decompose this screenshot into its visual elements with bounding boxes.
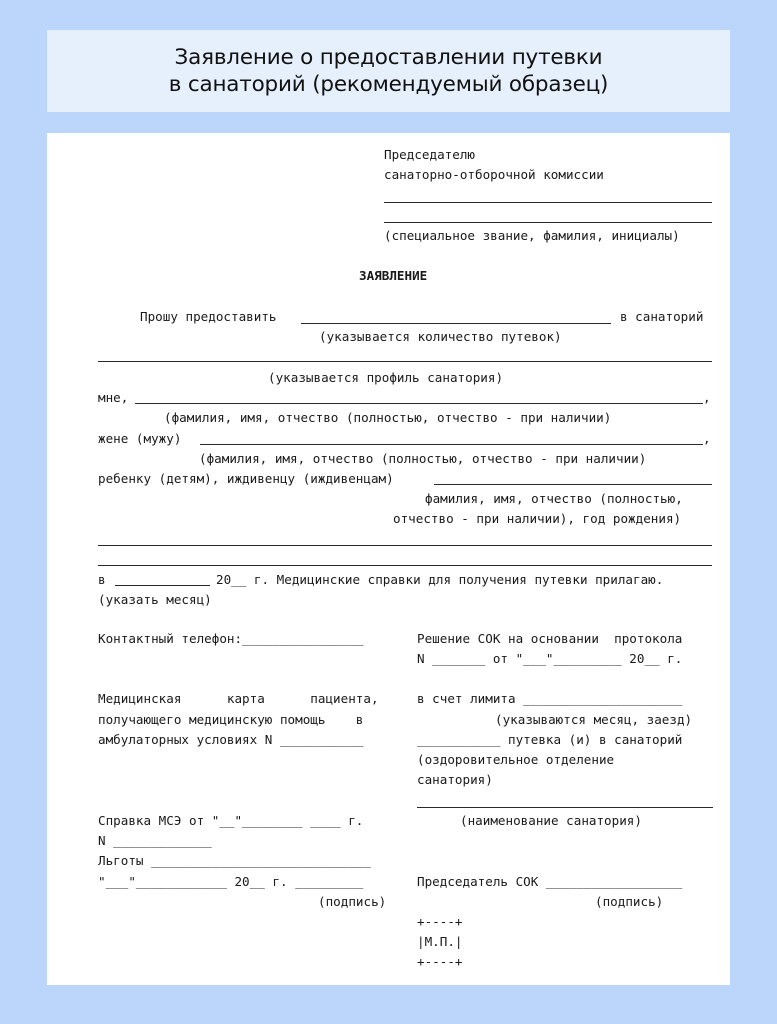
addressee-blank-2 <box>384 222 712 223</box>
chairman-line: Председатель СОК __________________ <box>417 874 683 889</box>
spouse-name-blank <box>200 444 703 445</box>
medical-card-line-1: Медицинская карта пациента, <box>98 691 379 706</box>
hint-spouse-name: (фамилия, имя, отчество (полностью, отчество - при наличии) <box>199 451 647 466</box>
mse-certificate-line-2: N _____________ <box>98 833 212 848</box>
department-line-2: санатория) <box>417 772 493 787</box>
date-signature-line: "___"____________ 20__ г. _________ <box>98 874 364 889</box>
hint-my-name: (фамилия, имя, отчество (полностью, отчество - при наличии) <box>164 410 612 425</box>
signature-caption-left: (подпись) <box>318 894 387 909</box>
hint-voucher-count: (указывается количество путевок) <box>319 329 562 344</box>
sanatorium-profile-blank <box>98 361 712 362</box>
page-title-line-1: Заявление о предоставлении путевки <box>174 45 603 70</box>
addressee-caption: (специальное звание, фамилия, инициалы) <box>384 228 680 243</box>
month-year-line: 20__ г. Медицинские справки для получения путевки прилагаю. <box>216 572 664 587</box>
addressee-line-1: Председателю <box>384 147 475 162</box>
to-me-label: мне, <box>98 390 129 405</box>
hint-child-name-1: фамилия, имя, отчество (полностью, <box>425 491 683 506</box>
to-child-label: ребенку (детям), иждивенцу (иждивенцам) <box>98 471 394 486</box>
extra-blank-2 <box>98 565 712 566</box>
mse-certificate-line-1: Справка МСЭ от "__"________ ____ г. <box>98 813 364 828</box>
form-heading: ЗАЯВЛЕНИЕ <box>359 268 428 283</box>
hint-child-name-2: отчество - при наличии), год рождения) <box>393 511 682 526</box>
application-form <box>47 133 730 985</box>
month-prefix: в <box>98 572 106 587</box>
benefits-line: Льготы _____________________________ <box>98 853 371 868</box>
signature-caption-right: (подпись) <box>595 894 664 909</box>
addressee-blank-1 <box>384 202 712 203</box>
request-lead: Прошу предоставить <box>140 309 277 324</box>
to-me-comma: , <box>703 390 711 405</box>
stamp-bottom: +----+ <box>417 954 463 969</box>
month-blank <box>115 585 210 586</box>
page-title-line-2: в санаторий (рекомендуемый образец) <box>168 72 609 97</box>
request-tail: в санаторий <box>620 309 704 324</box>
child-name-blank <box>434 484 712 485</box>
decision-line-2: N _______ от "___"_________ 20__ г. <box>417 651 683 666</box>
voucher-line: ___________ путевка (и) в санаторий <box>417 732 683 747</box>
my-name-blank <box>135 403 703 404</box>
to-spouse-label: жене (мужу) <box>98 431 182 446</box>
hint-sanatorium-name: (наименование санатория) <box>460 813 642 828</box>
hint-limit: (указываются месяц, заезд) <box>495 712 693 727</box>
hint-month: (указать месяц) <box>98 592 212 607</box>
stamp-label: |М.П.| <box>417 934 463 949</box>
limit-line: в счет лимита _____________________ <box>417 691 683 706</box>
medical-card-line-3: амбулаторных условиях N ___________ <box>98 732 364 747</box>
medical-card-line-2: получающего медицинскую помощь в <box>98 712 364 727</box>
stamp-top: +----+ <box>417 914 463 929</box>
decision-line-1: Решение СОК на основании протокола <box>417 631 683 646</box>
sanatorium-name-blank <box>417 807 713 808</box>
addressee-line-2: санаторно-отборочной комиссии <box>384 167 604 182</box>
voucher-count-blank <box>301 323 611 324</box>
to-spouse-comma: , <box>703 431 711 446</box>
contact-phone: Контактный телефон:________________ <box>98 631 364 646</box>
hint-sanatorium-profile: (указывается профиль санатория) <box>268 370 504 385</box>
page-header <box>47 30 730 112</box>
department-line-1: (оздоровительное отделение <box>417 752 615 767</box>
extra-blank-1 <box>98 545 712 546</box>
